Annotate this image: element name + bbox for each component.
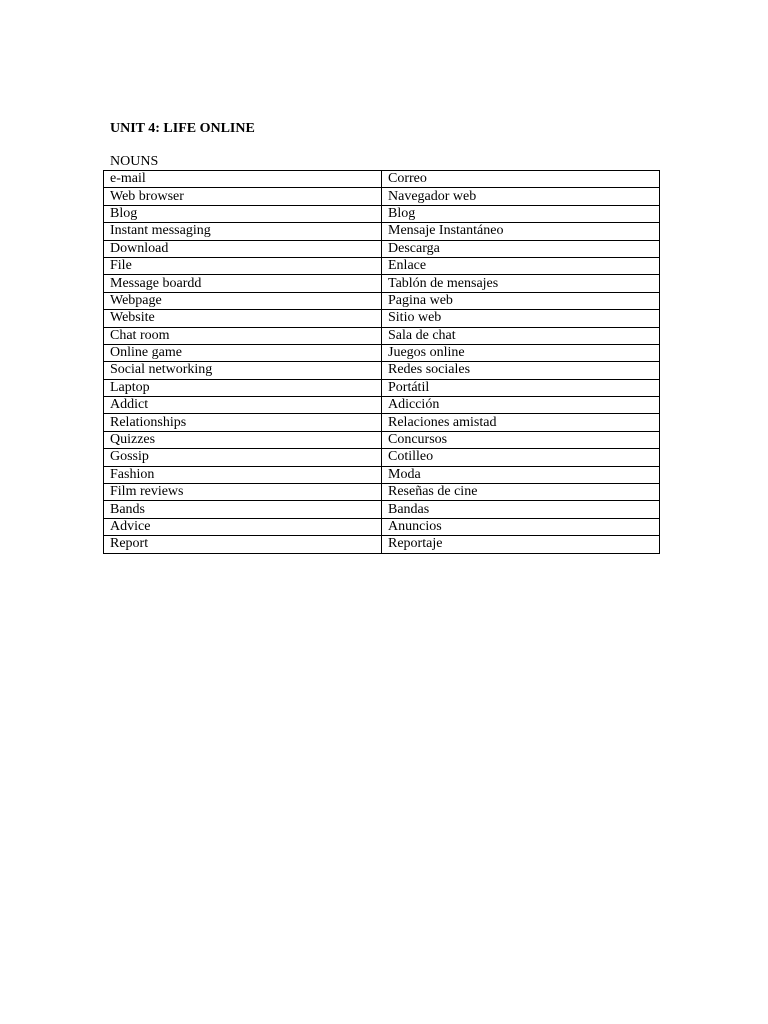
table-row (104, 536, 660, 553)
table-row (104, 397, 660, 414)
spanish-term-cell: Relaciones amistad (382, 414, 660, 431)
table-row (104, 205, 660, 222)
english-term-cell: e-mail (104, 171, 382, 188)
english-term-cell: Download (104, 240, 382, 257)
english-term-cell: Social networking (104, 362, 382, 379)
table-row (104, 379, 660, 396)
table-row (104, 171, 660, 188)
spanish-term-cell: Navegador web (382, 188, 660, 205)
english-term-cell: Advice (104, 518, 382, 535)
english-term-cell: Webpage (104, 292, 382, 309)
section-label: NOUNS (110, 154, 159, 169)
english-term-cell: Online game (104, 344, 382, 361)
spanish-term-cell: Sala de chat (382, 327, 660, 344)
table-row (104, 275, 660, 292)
english-term-cell: Web browser (104, 188, 382, 205)
spanish-term-cell: Reseñas de cine (382, 484, 660, 501)
spanish-term-cell: Moda (382, 466, 660, 483)
table-row (104, 431, 660, 448)
english-term-cell: Chat room (104, 327, 382, 344)
english-term-cell: Bands (104, 501, 382, 518)
table-row (104, 518, 660, 535)
spanish-term-cell: Descarga (382, 240, 660, 257)
table-row (104, 466, 660, 483)
english-term-cell: Message boardd (104, 275, 382, 292)
spanish-term-cell: Redes sociales (382, 362, 660, 379)
spanish-term-cell: Blog (382, 205, 660, 222)
spanish-term-cell: Correo (382, 171, 660, 188)
spanish-term-cell: Bandas (382, 501, 660, 518)
english-term-cell: Addict (104, 397, 382, 414)
spanish-term-cell: Juegos online (382, 344, 660, 361)
table-row (104, 223, 660, 240)
vocabulary-table (103, 170, 660, 554)
table-row (104, 344, 660, 361)
spanish-term-cell: Portátil (382, 379, 660, 396)
spanish-term-cell: Tablón de mensajes (382, 275, 660, 292)
table-row (104, 362, 660, 379)
english-term-cell: Instant messaging (104, 223, 382, 240)
spanish-term-cell: Adicción (382, 397, 660, 414)
spanish-term-cell: Mensaje Instantáneo (382, 223, 660, 240)
table-row (104, 501, 660, 518)
spanish-term-cell: Cotilleo (382, 449, 660, 466)
spanish-term-cell: Anuncios (382, 518, 660, 535)
spanish-term-cell: Reportaje (382, 536, 660, 553)
table-row (104, 484, 660, 501)
table-row (104, 292, 660, 309)
spanish-term-cell: Concursos (382, 431, 660, 448)
english-term-cell: Website (104, 310, 382, 327)
table-row (104, 310, 660, 327)
table-row (104, 327, 660, 344)
english-term-cell: Fashion (104, 466, 382, 483)
page-title: UNIT 4: LIFE ONLINE (110, 121, 255, 136)
spanish-term-cell: Sitio web (382, 310, 660, 327)
table-row (104, 257, 660, 274)
vocabulary-table-body (104, 171, 660, 554)
english-term-cell: Laptop (104, 379, 382, 396)
english-term-cell: Relationships (104, 414, 382, 431)
spanish-term-cell: Pagina web (382, 292, 660, 309)
english-term-cell: Gossip (104, 449, 382, 466)
english-term-cell: Blog (104, 205, 382, 222)
english-term-cell: File (104, 257, 382, 274)
table-row (104, 188, 660, 205)
table-row (104, 449, 660, 466)
table-row (104, 240, 660, 257)
english-term-cell: Film reviews (104, 484, 382, 501)
table-row (104, 414, 660, 431)
english-term-cell: Report (104, 536, 382, 553)
english-term-cell: Quizzes (104, 431, 382, 448)
spanish-term-cell: Enlace (382, 257, 660, 274)
